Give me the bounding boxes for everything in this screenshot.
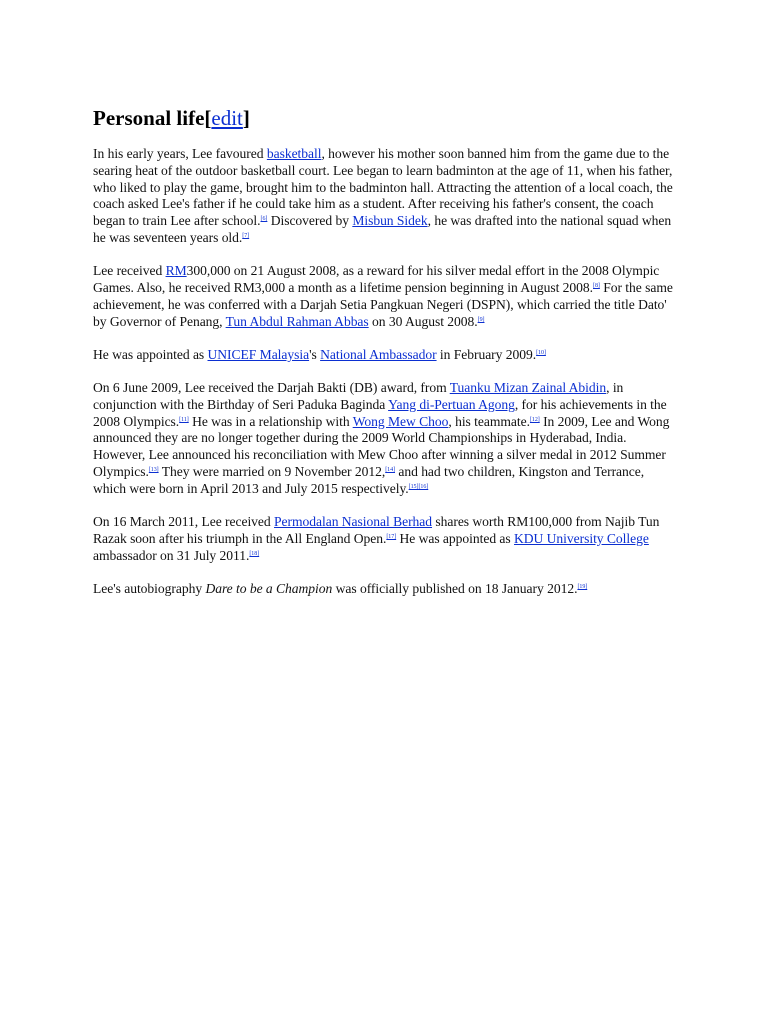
- link-national-ambassador[interactable]: National Ambassador: [320, 346, 437, 362]
- citation-link-10[interactable]: [10]: [536, 349, 546, 356]
- paragraph-text: was officially published on 18 January 2012.: [332, 580, 578, 596]
- citation-link-19[interactable]: [19]: [577, 583, 588, 590]
- paragraph-text: shares worth RM100,000 from Najib Tun Razak soon after his triumph in the All England Open.: [93, 513, 660, 546]
- paragraph-text: , however his mother soon banned him from the game due to the searing heat of the outdoor basketball court. Lee began to learn badminton at the age of 11, when his father, who liked to play the game, brought him to the badminton hall. Attracting the attention of a local coach, the coach asked Lee's father if he could take him as a student. After receiving his father's consent, the coach began to train Lee after school.: [93, 146, 673, 229]
- paragraph-text: , in conjunction with the Birthday of Seri Paduka Baginda: [93, 379, 624, 412]
- edit-link[interactable]: edit: [211, 106, 243, 130]
- citation: [536, 350, 546, 356]
- link-wong-mew-choo[interactable]: Wong Mew Choo: [352, 413, 449, 429]
- citation: [385, 467, 395, 473]
- citation: [530, 417, 540, 423]
- citation-link-15[interactable]: [15]: [408, 483, 419, 490]
- citation: [478, 317, 485, 323]
- citation-link-9[interactable]: [9]: [477, 316, 485, 323]
- citation-link-17[interactable]: [17]: [386, 533, 397, 540]
- citation: [593, 283, 600, 289]
- edit-bracket-close: ]: [242, 106, 250, 130]
- paragraph-text: He was in a relationship with: [188, 413, 353, 429]
- paragraph-text: Lee's autobiography: [93, 580, 206, 596]
- paragraph-text: , he was drafted into the national squad when he was seventeen years old.: [93, 213, 672, 245]
- edit-bracket-open: [: [204, 106, 212, 130]
- paragraph-text: Lee received: [93, 263, 166, 279]
- section-heading: [93, 104, 679, 132]
- citation-link-13[interactable]: [13]: [148, 466, 159, 473]
- link-yang-di-pertuan-agong[interactable]: Yang di-Pertuan Agong: [388, 396, 515, 412]
- paragraph-text: in February 2009.: [436, 346, 537, 362]
- link-kdu-university-college[interactable]: KDU University College: [514, 530, 649, 546]
- paragraph-text: On 16 March 2011, Lee received: [93, 513, 275, 529]
- paragraph-text: and had two children, Kingston and Terrance, which were born in April 2013 and July 2015 respectively.: [93, 463, 645, 496]
- citation-link-14[interactable]: [14]: [385, 466, 396, 473]
- link-tun-abdul-rahman-abbas[interactable]: Tun Abdul Rahman Abbas: [225, 313, 369, 329]
- paragraph-text: For the same achievement, he was conferred with a Darjah Setia Pangkuan Negeri (DSPN), which carried the title Dato' by Governor of Penang,: [93, 279, 673, 329]
- paragraph-text: In 2009, Lee and Wong announced they are no longer together during the 2009 World Championships in Hyderabad, India. However, Lee announced his reconciliation with Mew Choo after winning a silver medal in 2012 Summer Olympics.: [93, 413, 670, 479]
- citation: [577, 584, 587, 590]
- paragraph-autobiography: [93, 581, 679, 598]
- paragraph-text: , his teammate.: [448, 413, 530, 429]
- paragraph-text: They were married on 9 November 2012,: [158, 463, 386, 479]
- paragraph-text: On 6 June 2009, Lee received the Darjah Bakti (DB) award, from: [93, 379, 450, 395]
- citation-link-18[interactable]: [18]: [249, 550, 260, 557]
- citation-link-7[interactable]: [7]: [242, 232, 250, 239]
- link-misbun-sidek[interactable]: Misbun Sidek: [352, 213, 428, 229]
- paragraph-text: 's: [309, 346, 321, 362]
- paragraph-early-years: [93, 146, 679, 247]
- paragraph-text: Discovered by: [267, 213, 353, 229]
- paragraph-text: , for his achievements in the 2008 Olympics.: [93, 396, 667, 429]
- paragraph-award-relationship: [93, 380, 679, 498]
- citation-link-12[interactable]: [12]: [529, 416, 540, 423]
- citation: [149, 467, 159, 473]
- link-rm[interactable]: RM: [165, 263, 187, 279]
- paragraph-text: In his early years, Lee favoured: [93, 146, 267, 161]
- link-permodalan-nasional-berhad[interactable]: Permodalan Nasional Berhad: [274, 513, 433, 529]
- citation-link-6[interactable]: [6]: [260, 216, 268, 223]
- book-title: Dare to be a Champion: [205, 580, 333, 596]
- paragraph-unicef: [93, 347, 679, 364]
- citation-link-8[interactable]: [8]: [593, 282, 600, 289]
- paragraph-reward: [93, 263, 679, 330]
- section-title: Personal life: [93, 106, 205, 130]
- citation-link-11[interactable]: [11]: [179, 416, 189, 423]
- citation: [179, 417, 189, 423]
- link-basketball[interactable]: basketball: [266, 146, 322, 161]
- citation: [242, 233, 249, 239]
- link-unicef-malaysia[interactable]: UNICEF Malaysia: [207, 346, 310, 362]
- article-content: [93, 104, 679, 614]
- link-tuanku-mizan-zainal-abidin[interactable]: Tuanku Mizan Zainal Abidin: [449, 379, 607, 395]
- citation: [409, 484, 429, 490]
- paragraph-text: on 30 August 2008.: [368, 313, 478, 329]
- citation: [249, 551, 259, 557]
- paragraph-text: 300,000 on 21 August 2008, as a reward for his silver medal effort in the 2008 Olympic Games. Also, he received RM3,000 a month as a lifetime pension beginning in August 2008.: [93, 263, 660, 295]
- citation: [386, 534, 396, 540]
- paragraph-shares: [93, 514, 679, 564]
- citation-link-16[interactable]: [16]: [418, 483, 429, 490]
- paragraph-text: He was appointed as: [93, 346, 208, 362]
- paragraph-text: He was appointed as: [396, 530, 515, 546]
- paragraph-text: ambassador on 31 July 2011.: [93, 547, 250, 563]
